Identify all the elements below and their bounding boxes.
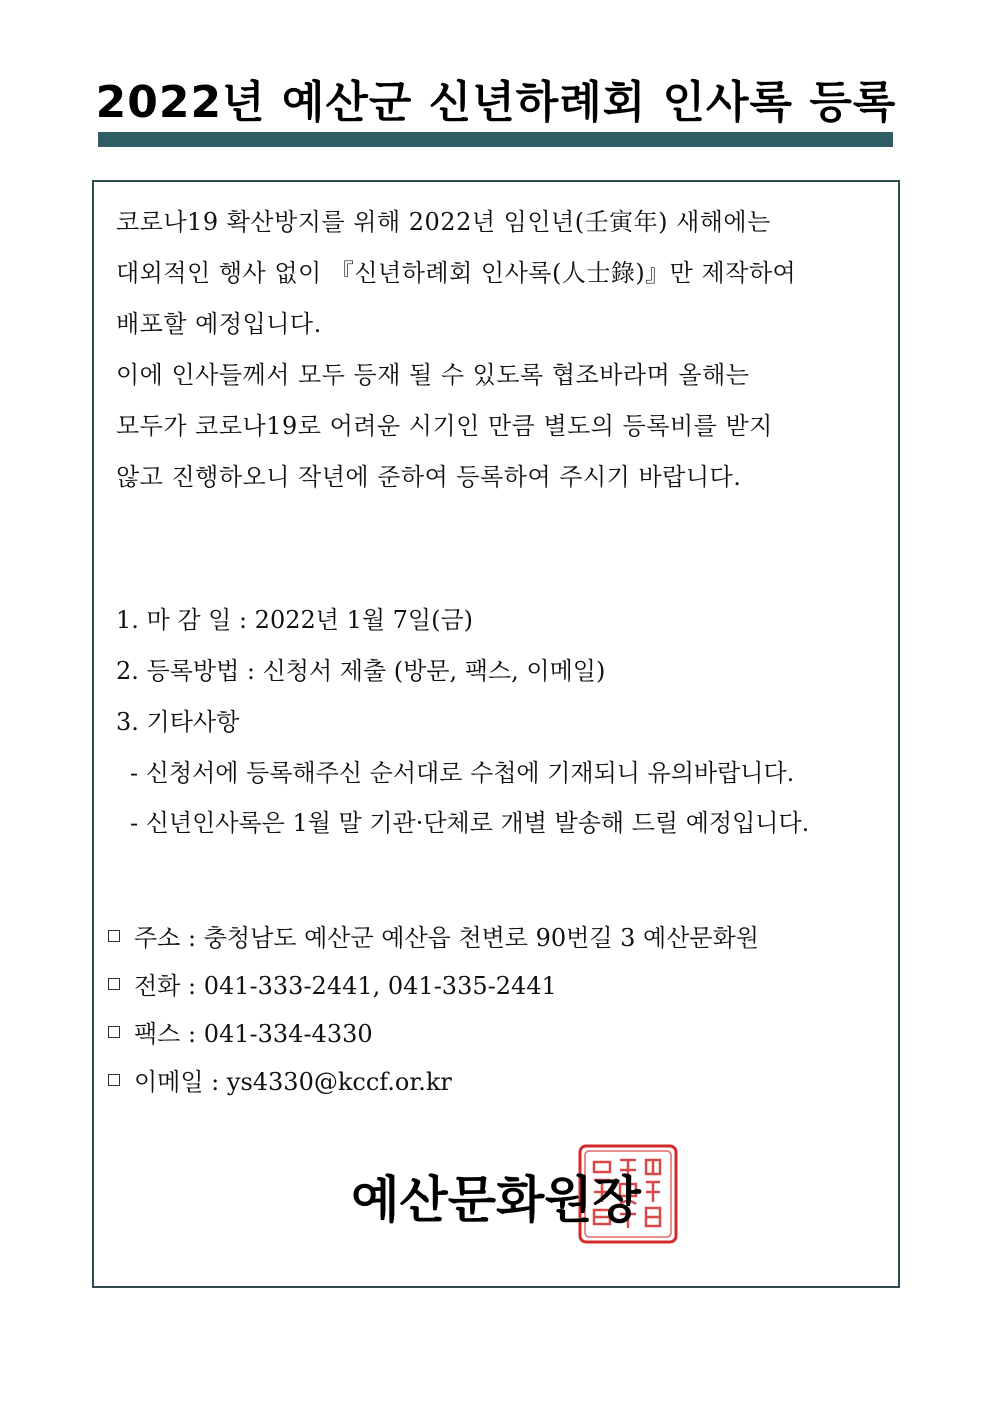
contact-email-text: 이메일 : ys4330@kccf.or.kr bbox=[134, 1068, 452, 1096]
square-bullet-icon bbox=[108, 1074, 120, 1086]
item-registration-method: 2. 등록방법 : 신청서 제출 (방문, 팩스, 이메일) bbox=[116, 657, 606, 685]
square-bullet-icon bbox=[108, 930, 120, 942]
contact-fax bbox=[108, 1014, 373, 1049]
intro-line-5: 모두가 코로나19로 어려운 시기인 만큼 별도의 등록비를 받지 bbox=[116, 412, 773, 440]
contact-fax-text: 팩스 : 041-334-4330 bbox=[134, 1020, 373, 1048]
intro-line-2: 대외적인 행사 없이 『신년하례회 인사록(人士錄)』만 제작하여 bbox=[116, 259, 797, 287]
contact-phone bbox=[108, 966, 557, 1001]
document-title: 2022년 예산군 신년하례회 인사록 등록 bbox=[95, 77, 897, 128]
contact-phone-text: 전화 : 041-333-2441, 041-335-2441 bbox=[134, 972, 557, 1000]
signature-issuer: 예산문화원장 bbox=[351, 1171, 641, 1229]
title-underline-bar bbox=[98, 132, 893, 147]
contact-email bbox=[108, 1062, 452, 1097]
sub-item-order-note: - 신청서에 등록해주신 순서대로 수첩에 기재되니 유의바랍니다. bbox=[130, 759, 795, 787]
contact-address bbox=[108, 918, 759, 953]
contact-address-text: 주소 : 충청남도 예산군 예산읍 천변로 90번길 3 예산문화원 bbox=[134, 924, 759, 952]
intro-line-3: 배포할 예정입니다. bbox=[116, 310, 322, 338]
intro-line-4: 이에 인사들께서 모두 등재 될 수 있도록 협조바라며 올해는 bbox=[116, 361, 750, 389]
item-deadline: 1. 마 감 일 : 2022년 1월 7일(금) bbox=[116, 606, 474, 634]
intro-line-6: 않고 진행하오니 작년에 준하여 등록하여 주시기 바랍니다. bbox=[116, 463, 742, 491]
item-other-notes: 3. 기타사항 bbox=[116, 708, 240, 736]
square-bullet-icon bbox=[108, 978, 120, 990]
square-bullet-icon bbox=[108, 1026, 120, 1038]
sub-item-delivery-note: - 신년인사록은 1월 말 기관·단체로 개별 발송해 드릴 예정입니다. bbox=[130, 809, 810, 837]
intro-line-1: 코로나19 확산방지를 위해 2022년 임인년(壬寅年) 새해에는 bbox=[116, 208, 771, 236]
